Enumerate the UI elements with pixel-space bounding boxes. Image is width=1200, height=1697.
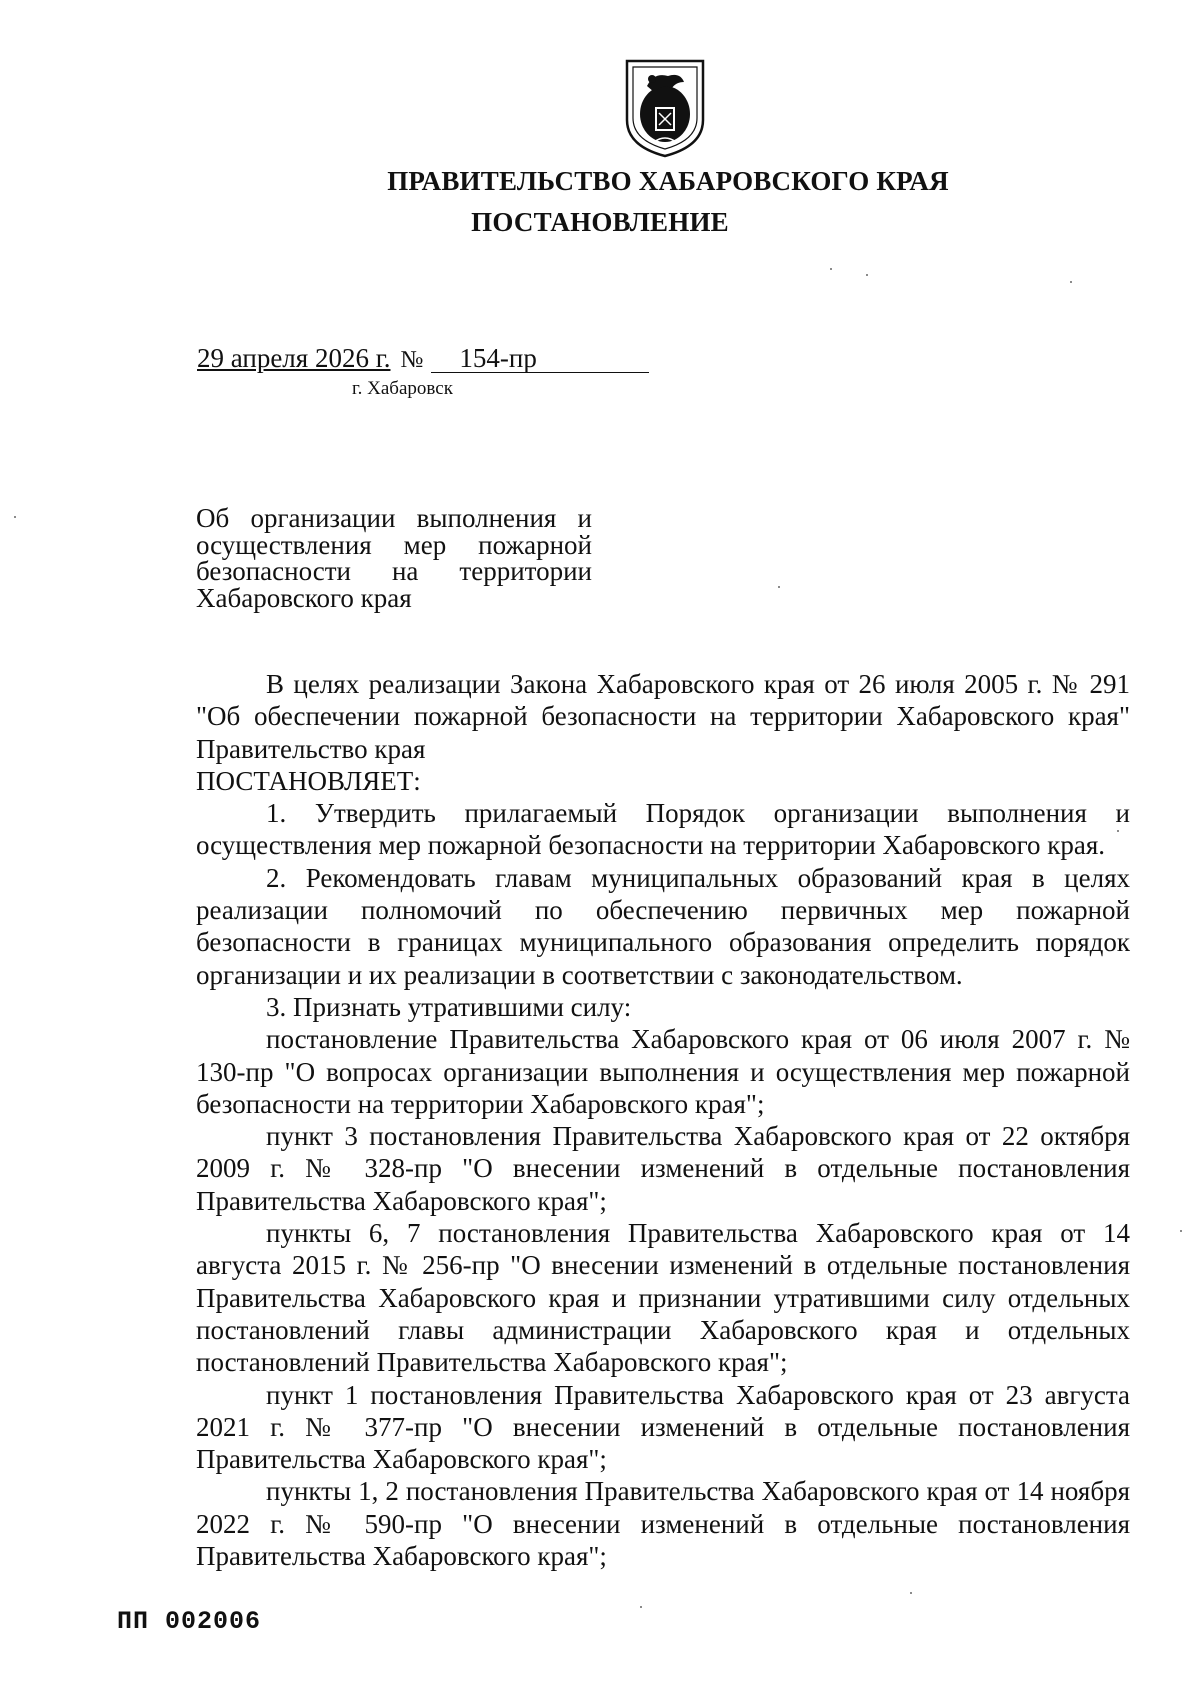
city: г. Хабаровск (352, 378, 453, 399)
scan-speck (778, 586, 780, 588)
document-number: 154-пр (431, 344, 649, 373)
number-sign: № (400, 347, 424, 373)
repealed-act-paragraph: пункты 6, 7 постановления Правительства Хабаровского края от 14 августа 2015 г. № 256-пр "О внесении изменений в отдельные постановления Правительства Хабаровского края и признании утратившими силу отдельных постановлений главы администрации Хабаровского края и отдельных постановлений Правительства Хабаровского края"; (196, 1218, 1130, 1378)
scan-speck (830, 268, 832, 270)
title-line: Об организации выполнения и (196, 503, 592, 533)
item-3-paragraph: 3. Признать утратившими силу: (266, 991, 632, 1022)
organization-name: ПРАВИТЕЛЬСТВО ХАБАРОВСКОГО КРАЯ (387, 166, 949, 196)
title-line: Хабаровского края (196, 582, 412, 613)
scan-speck (1070, 281, 1072, 283)
scan-speck (1180, 1230, 1182, 1232)
title-line: безопасности на территории (196, 556, 592, 586)
document-body (196, 668, 1130, 1572)
item-2-paragraph: 2. Рекомендовать главам муниципальных образований края в целях реализации полномочий по обеспечению первичных мер пожарной безопасности в границах муниципального образования определить порядок организации и их реализации в соответствии с законодательством. (196, 862, 1130, 990)
repealed-act-paragraph: постановление Правительства Хабаровского края от 06 июля 2007 г. № 130-пр "О вопросах организации выполнения и осуществления мер пожарной безопасности на территории Хабаровского края"; (196, 1024, 1130, 1119)
form-code: ПП 002006 (117, 1607, 262, 1636)
repealed-act-paragraph: пункт 1 постановления Правительства Хабаровского края от 23 августа 2021 г. № 377-пр "О внесении изменений в отдельные постановления Правительства Хабаровского края"; (196, 1379, 1130, 1475)
scan-speck (640, 1606, 642, 1608)
document-title (196, 505, 592, 611)
document-date: 29 апреля 2026 г. (197, 343, 391, 373)
date-number-line (197, 343, 649, 374)
coat-of-arms-emblem (624, 58, 706, 158)
scan-speck (910, 1592, 912, 1594)
resolves-heading: ПОСТАНОВЛЯЕТ: (196, 765, 421, 796)
repealed-act-paragraph: пункты 1, 2 постановления Правительства Хабаровского края от 14 ноября 2022 г. № 590-пр "О внесении изменений в отдельные постановления Правительства Хабаровского края"; (196, 1476, 1130, 1572)
document-type: ПОСТАНОВЛЕНИЕ (471, 207, 729, 237)
scan-speck (866, 274, 868, 276)
title-line: осуществления мер пожарной (196, 529, 592, 560)
item-1-paragraph: 1. Утвердить прилагаемый Порядок организации выполнения и осуществления мер пожарной безопасности на территории Хабаровского края. (196, 798, 1130, 861)
scan-speck (1117, 830, 1119, 832)
scan-speck (14, 516, 16, 518)
repealed-act-paragraph: пункт 3 постановления Правительства Хабаровского края от 22 октября 2009 г. № 328-пр "О внесении изменений в отдельные постановления Правительства Хабаровского края"; (196, 1121, 1130, 1216)
preamble-paragraph: В целях реализации Закона Хабаровского края от 26 июля 2005 г. № 291 "Об обеспечении пожарной безопасности на территории Хабаровского края" Правительство края (196, 669, 1130, 764)
